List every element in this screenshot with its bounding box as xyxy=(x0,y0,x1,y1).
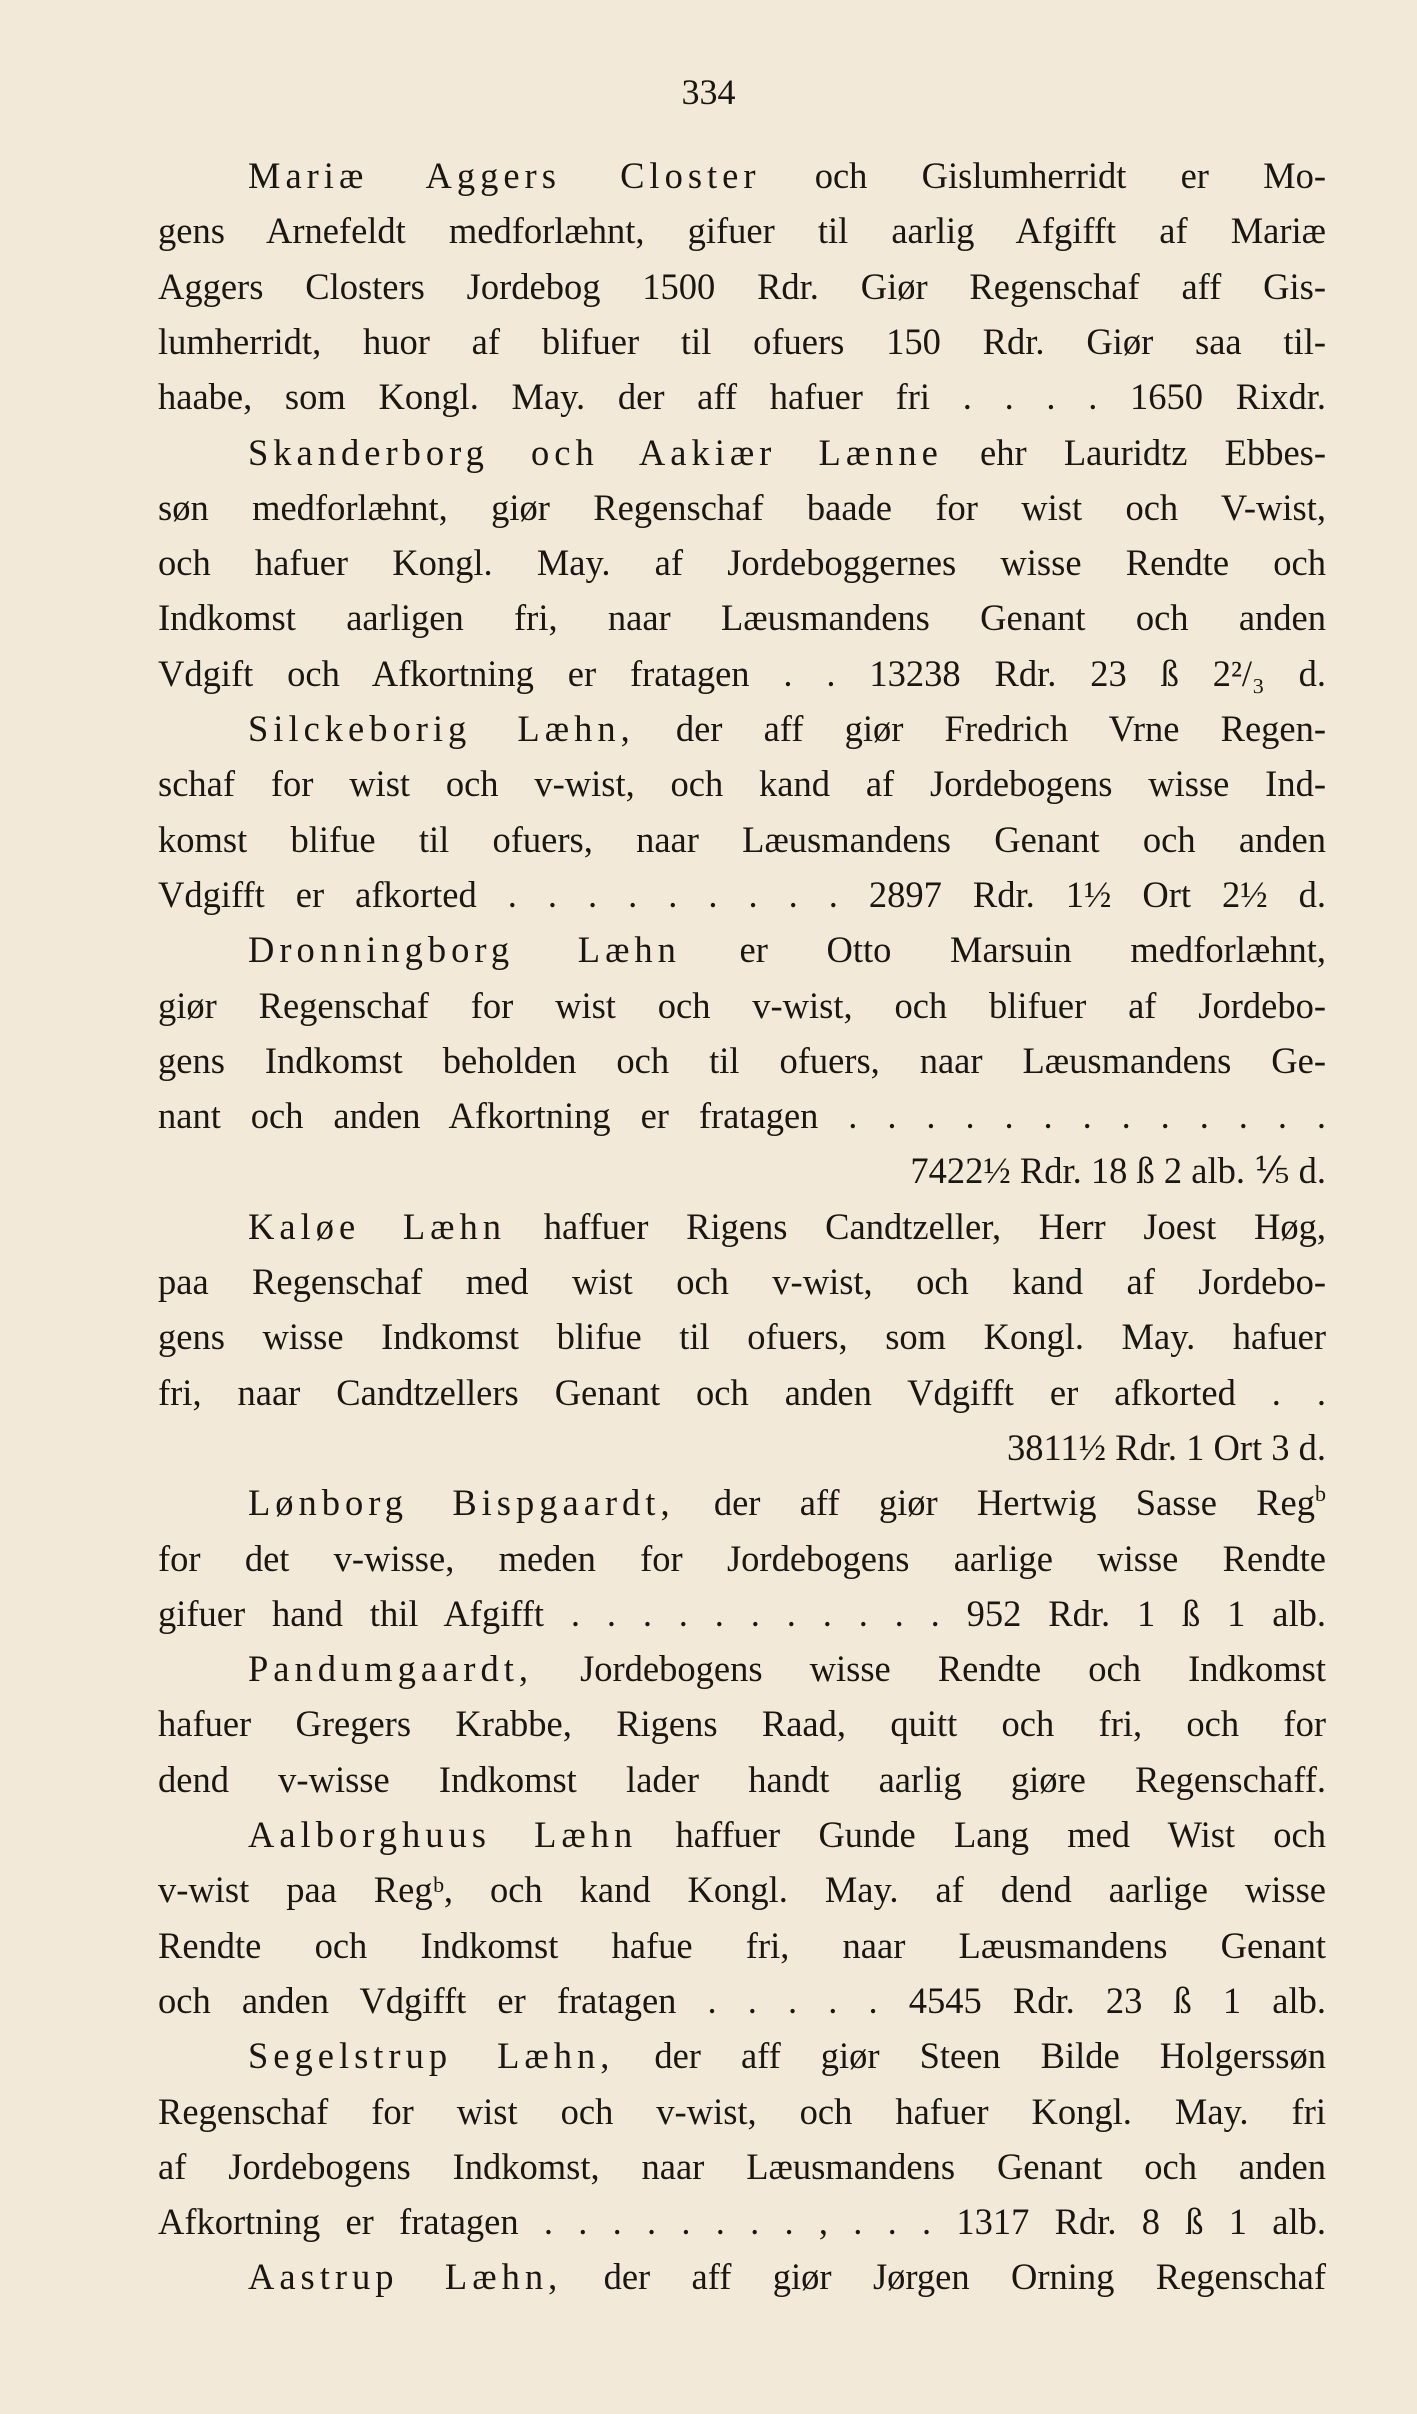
page-number: 334 xyxy=(681,72,736,112)
line-text: nant och anden Afkortning er fratagen . . . . . . . . . . . . . xyxy=(158,1095,1326,1137)
line-text: der aff giør Fredrich Vrne Regen- xyxy=(634,708,1327,749)
text-line xyxy=(158,1643,1326,1695)
text-line xyxy=(158,1920,1326,1972)
text-line xyxy=(158,1698,1326,1750)
line-text: haffuer Gunde Lang med Wist och xyxy=(637,1814,1327,1855)
line-text: Regenschaf for wist och v-wist, och hafuer Kongl. May. fri xyxy=(158,2090,1326,2132)
spaced-heading: Skanderborg och Aakiær Lænne xyxy=(248,431,943,473)
text-line xyxy=(158,648,1326,700)
line-text: gifuer hand thil Afgifft . . . . . . . . . . . 952 Rdr. 1 ß 1 alb. xyxy=(158,1592,1326,1634)
text-line xyxy=(158,980,1326,1032)
superscript: b xyxy=(1315,1481,1326,1507)
text-line xyxy=(158,2086,1326,2138)
line-text: for det v-wisse, meden for Jordebogens aarlige wisse Rendte xyxy=(158,1537,1326,1579)
spaced-heading: Lønborg Bispgaardt, xyxy=(248,1482,675,1524)
line-text: haffuer Rigens Candtzeller, Herr Joest Høg, xyxy=(506,1205,1327,1247)
text-line xyxy=(158,1754,1326,1806)
line-text: och Gislumherridt er Mo- xyxy=(760,155,1326,196)
text-line xyxy=(158,2251,1326,2303)
line-text: er Otto Marsuin medforlæhnt, xyxy=(680,929,1326,971)
spaced-heading: Kaløe Læhn xyxy=(248,1205,506,1247)
spaced-heading: Pandumgaardt, xyxy=(248,1648,533,1690)
text-line xyxy=(158,1367,1326,1419)
text-line xyxy=(158,2030,1326,2082)
line-text: lumherridt, huor af blifuer til ofuers 150 Rdr. Giør saa til- xyxy=(158,320,1326,362)
text-line xyxy=(158,316,1326,368)
line-text: komst blifue til ofuers, naar Læusmandens Genant och anden xyxy=(158,818,1326,860)
spaced-heading: Mariæ Aggers Closter xyxy=(248,155,761,196)
line-text: søn medforlæhnt, giør Regenschaf baade for wist och V-wist, xyxy=(158,486,1326,528)
line-text: gens wisse Indkomst blifue til ofuers, som Kongl. May. hafuer xyxy=(158,1316,1326,1358)
line-text: Vdgift och Afkortning er fratagen . . 13238 Rdr. 23 ß 2²/₃ d. xyxy=(158,652,1326,694)
line-text: och hafuer Kongl. May. af Jordeboggernes wisse Rendte och xyxy=(158,542,1326,584)
spaced-heading: Segelstrup Læhn, xyxy=(248,2035,615,2077)
line-text: Vdgifft er afkorted . . . . . . . . . 2897 Rdr. 1½ Ort 2½ d. xyxy=(158,873,1326,915)
line-text: Rendte och Indkomst hafue fri, naar Læusmandens Genant xyxy=(158,1924,1326,1966)
spaced-heading: Dronningborg Læhn xyxy=(248,929,681,971)
text-line xyxy=(158,1311,1326,1363)
spaced-heading: Aastrup Læhn, xyxy=(248,2256,563,2298)
line-text: 3811½ Rdr. 1 Ort 3 d. xyxy=(1006,1426,1326,1468)
line-text: fri, naar Candtzellers Genant och anden Vdgifft er afkorted . . xyxy=(158,1371,1326,1413)
text-line xyxy=(158,1809,1326,1861)
text-line xyxy=(158,1533,1326,1585)
text-line xyxy=(158,1201,1326,1253)
text-line xyxy=(158,1864,1326,1916)
line-text: hafuer Gregers Krabbe, Rigens Raad, quitt och fri, och for xyxy=(158,1703,1326,1745)
text-line xyxy=(158,1422,1326,1474)
line-text: Indkomst aarligen fri, naar Læusmandens Genant och anden xyxy=(158,597,1326,639)
text-line xyxy=(158,1477,1326,1529)
text-line xyxy=(158,1975,1326,2027)
line-text: giør Regenschaf for wist och v-wist, och blifuer af Jordebo- xyxy=(158,984,1326,1026)
text-line xyxy=(158,2196,1326,2248)
text-line xyxy=(158,482,1326,534)
line-text: haabe, som Kongl. May. der aff hafuer fri . . . . 1650 Rixdr. xyxy=(158,376,1326,418)
line-text: der aff giør Hertwig Sasse Reg xyxy=(674,1482,1315,1524)
line-text: Aggers Closters Jordebog 1500 Rdr. Giør Regenschaf aff Gis- xyxy=(158,265,1326,307)
text-line xyxy=(158,2141,1326,2193)
spaced-heading: Aalborghuus Læhn xyxy=(248,1814,638,1855)
line-text: dend v-wisse Indkomst lader handt aarlig giøre Regenschaff. xyxy=(158,1758,1326,1800)
line-text: 7422½ Rdr. 18 ß 2 alb. ⅕ d. xyxy=(910,1150,1326,1192)
line-text: schaf for wist och v-wist, och kand af Jordebogens wisse Ind- xyxy=(158,763,1326,805)
line-text: Afkortning er fratagen . . . . . . . . , . . . 1317 Rdr. 8 ß 1 alb. xyxy=(158,2201,1326,2243)
text-line xyxy=(158,261,1326,313)
text-line xyxy=(158,814,1326,866)
text-line xyxy=(158,427,1326,479)
line-text: paa Regenschaf med wist och v-wist, och kand af Jordebo- xyxy=(158,1261,1326,1302)
text-line xyxy=(158,924,1326,976)
line-text: gens Arnefeldt medforlæhnt, gifuer til aarlig Afgifft af Mariæ xyxy=(158,210,1326,252)
text-line xyxy=(158,1256,1326,1308)
text-line xyxy=(158,1145,1326,1197)
line-text: der aff giør Jørgen Orning Regenschaf xyxy=(562,2256,1327,2298)
line-text: Jordebogens wisse Rendte och Indkomst xyxy=(532,1648,1326,1690)
line-text: der aff giør Steen Bilde Holgerssøn xyxy=(614,2035,1327,2077)
line-text: af Jordebogens Indkomst, naar Læusmandens Genant och anden xyxy=(158,2145,1326,2187)
text-line xyxy=(158,150,1326,202)
line-text: gens Indkomst beholden och til ofuers, naar Læusmandens Ge- xyxy=(158,1039,1326,1081)
text-line xyxy=(158,592,1326,644)
line-text: ehr Lauridtz Ebbes- xyxy=(942,431,1326,473)
text-line xyxy=(158,869,1326,921)
line-text: och anden Vdgifft er fratagen . . . . . 4545 Rdr. 23 ß 1 alb. xyxy=(158,1979,1326,2021)
spaced-heading: Silckeborig Læhn, xyxy=(248,708,635,749)
text-line xyxy=(158,205,1326,257)
text-line xyxy=(158,758,1326,810)
text-line xyxy=(158,1090,1326,1142)
text-line xyxy=(158,1588,1326,1640)
text-line xyxy=(158,537,1326,589)
text-line xyxy=(158,371,1326,423)
line-text: v-wist paa Regᵇ, och kand Kongl. May. af dend aarlige wisse xyxy=(158,1869,1326,1911)
text-line xyxy=(158,1035,1326,1087)
text-line xyxy=(158,703,1326,755)
